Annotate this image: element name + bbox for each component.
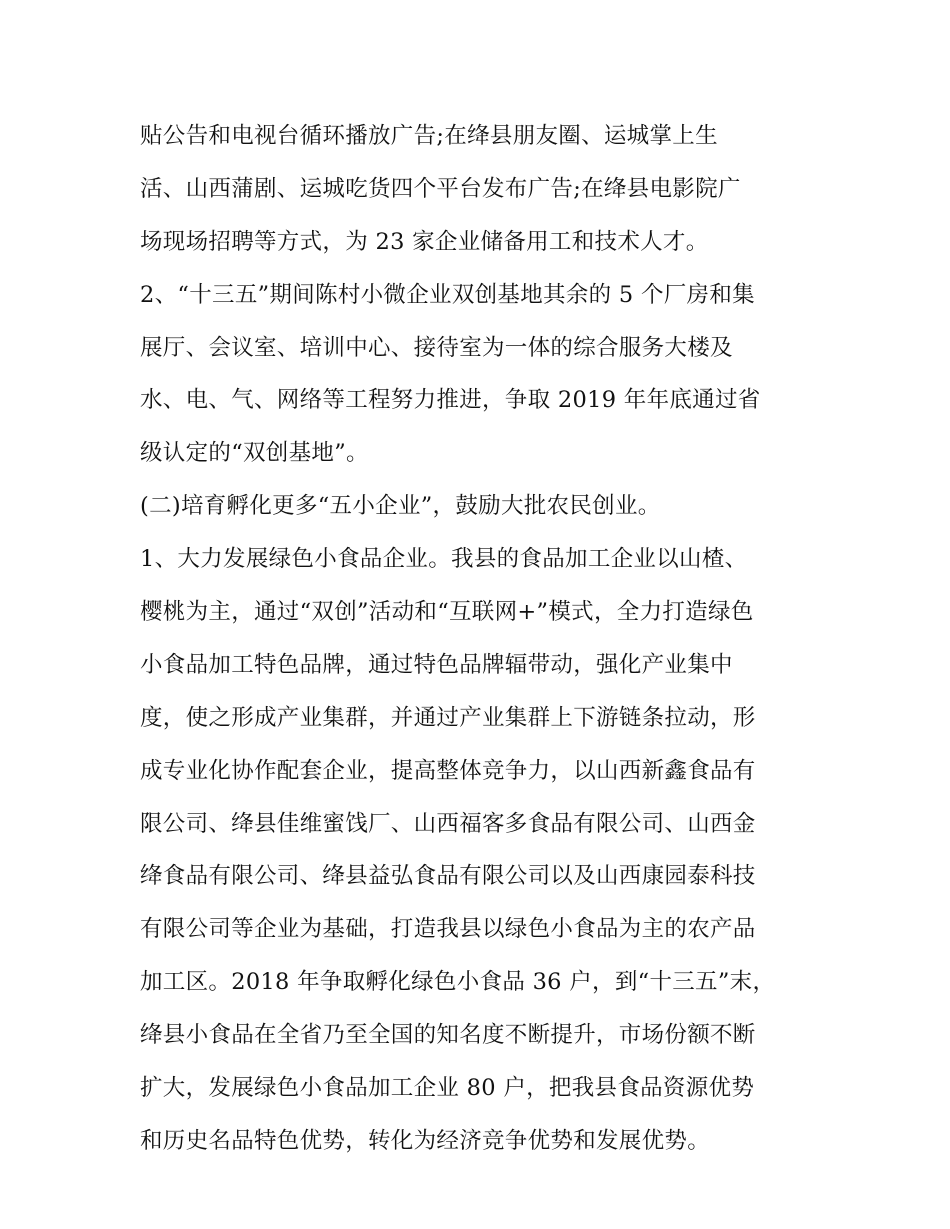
text-line: 级认定的“双创基地”。 [140, 440, 369, 467]
text-line: 2、“十三五”期间陈村小微企业双创基地其余的 5 个厂房和集 [140, 281, 755, 308]
text-line: 水、电、气、网络等工程努力推进，争取 2019 年年底通过省 [140, 387, 761, 414]
text-line: 限公司、绛县佳维蜜饯厂、山西福客多食品有限公司、山西金 [140, 810, 756, 837]
text-line: 绛县小食品在全省乃至全国的知名度不断提升，市场份额不断 [140, 1022, 756, 1049]
document-body [140, 110, 830, 1168]
text-line: 扩大，发展绿色小食品加工企业 80 户，把我县食品资源优势 [140, 1075, 755, 1102]
text-line: 小食品加工特色品牌，通过特色品牌辐带动，强化产业集中 [140, 651, 733, 678]
text-line: 场现场招聘等方式，为 23 家企业储备用工和技术人才。 [140, 228, 709, 255]
text-line: 1、大力发展绿色小食品企业。我县的食品加工企业以山楂、 [140, 546, 748, 573]
section-heading: (二)培育孵化更多“五小企业”，鼓励大批农民创业。 [140, 493, 661, 520]
text-line: 度，使之形成产业集群，并通过产业集群上下游链条拉动，形 [140, 704, 756, 731]
text-line: 和历史名品特色优势，转化为经济竞争优势和发展优势。 [140, 1127, 711, 1154]
text-line: 绛食品有限公司、绛县益弘食品有限公司以及山西康园泰科技 [140, 863, 756, 890]
text-line: 加工区。2018 年争取孵化绿色小食品 36 户，到“十三五”末， [140, 969, 776, 996]
text-line: 有限公司等企业为基础，打造我县以绿色小食品为主的农产品 [140, 916, 756, 943]
text-line: 成专业化协作配套企业，提高整体竞争力，以山西新鑫食品有 [140, 757, 756, 784]
text-line: 樱桃为主，通过“双创”活动和“互联网+”模式，全力打造绿色 [140, 599, 754, 626]
text-line: 贴公告和电视台循环播放广告;在绛县朋友圈、运城掌上生 [140, 123, 718, 149]
text-line: 展厅、会议室、培训中心、接待室为一体的综合服务大楼及 [140, 334, 733, 361]
text-line: 活、山西蒲剧、运城吃货四个平台发布广告;在绛县电影院广 [140, 175, 741, 202]
